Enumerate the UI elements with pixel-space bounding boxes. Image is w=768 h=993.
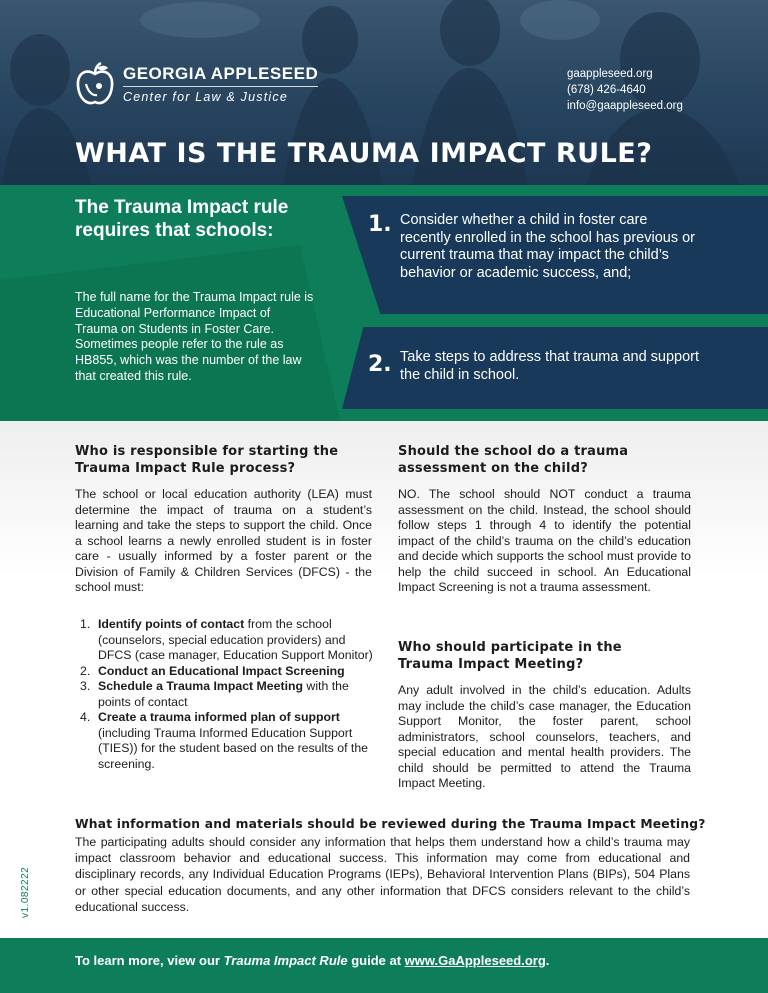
requirement-1-number: 1.: [368, 212, 392, 237]
org-tagline: Center for Law & Justice: [123, 86, 318, 106]
intro-heading: The Trauma Impact rule requires that schools:: [75, 197, 289, 241]
email-link[interactable]: info@gaappleseed.org: [567, 100, 683, 112]
participants-heading: Who should participate in the Trauma Impact Meeting?: [398, 640, 622, 672]
page-title: WHAT IS THE TRAUMA IMPACT RULE?: [75, 138, 653, 169]
list-item: 1. Identify points of contact from the school (counselors, special education providers) and DFCS (case manager, Education Support Monitor): [80, 617, 373, 662]
org-name: GEORGIA APPLESEED: [123, 64, 319, 83]
responsibility-heading: Who is responsible for starting the Trauma Impact Rule process?: [75, 444, 339, 476]
participants-body: Any adult involved in the child’s education. Adults may include the child’s case manager, the Education Support Monitor, the foster parent, school administrators, school counselors, teachers, and special education and mental health providers. The child should be permitted to attend the Trauma Impact Meeting.: [398, 683, 691, 790]
website-footer-link[interactable]: www.GaAppleseed.org: [404, 953, 546, 968]
school-steps-list: [80, 617, 375, 772]
requirement-2-number: 2.: [368, 352, 392, 377]
intro-description: The full name for the Trauma Impact rule is Educational Performance Impact of Trauma on Students in Foster Care. Sometimes people refer to the rule as HB855, which was the number of the law that created this rule.: [75, 290, 314, 383]
list-item: 3. Schedule a Trauma Impact Meeting with the points of contact: [80, 679, 349, 709]
apple-logo-icon: [75, 62, 115, 108]
website-link[interactable]: gaappleseed.org: [567, 68, 653, 80]
assessment-heading: Should the school do a trauma assessment on the child?: [398, 444, 629, 476]
contact-info: [567, 66, 683, 114]
materials-heading: What information and materials should be reviewed during the Trauma Impact Meeting?: [75, 817, 706, 831]
header-banner: [0, 0, 768, 200]
list-item: 4. Create a trauma informed plan of support (including Trauma Informed Education Support (TIES)) for the student based on the results of the screening.: [80, 710, 368, 771]
footer-text: To learn more, view our Trauma Impact Rule guide at www.GaAppleseed.org.: [75, 953, 550, 968]
guide-title: Trauma Impact Rule: [223, 953, 348, 968]
requirement-2-text: Take steps to address that trauma and support the child in school.: [400, 349, 700, 383]
list-item: 2. Conduct an Educational Impact Screening: [80, 663, 345, 678]
assessment-body: NO. The school should NOT conduct a trauma assessment on the child. Instead, the school should follow steps 1 through 4 to identify the potential impact of the child’s trauma on the child’s education and decide which supports the school must provide to help the child succeed in school. An Educational Impact Screening is not a trauma assessment.: [398, 487, 691, 594]
phone-number[interactable]: (678) 426-4640: [567, 84, 646, 96]
version-label: v1.082222: [20, 866, 31, 918]
georgia-appleseed-logo: [75, 62, 318, 108]
requirement-1-text: Consider whether a child in foster care recently enrolled in the school has previous or current trauma that may impact the child’s behavior or academic success, and;: [400, 212, 695, 281]
responsibility-body: The school or local education authority (LEA) must determine the impact of trauma on a student’s learning and take the steps to support the child. Once a school learns a newly enrolled student is in foster care - usually informed by a foster parent or the Division of Family & Children Services (DFCS) - the school must:: [75, 487, 372, 594]
materials-body: The participating adults should consider any information that helps them understand how a child’s trauma may impact classroom behavior and educational success. This information may come from educational and disciplinary records, any Individual Education Programs (IEPs), Behavioral Intervention Plans (BIPs), 504 Plans or other special education documents, and any other information that DFCS considers relevant to the child’s educational success.: [75, 835, 690, 914]
